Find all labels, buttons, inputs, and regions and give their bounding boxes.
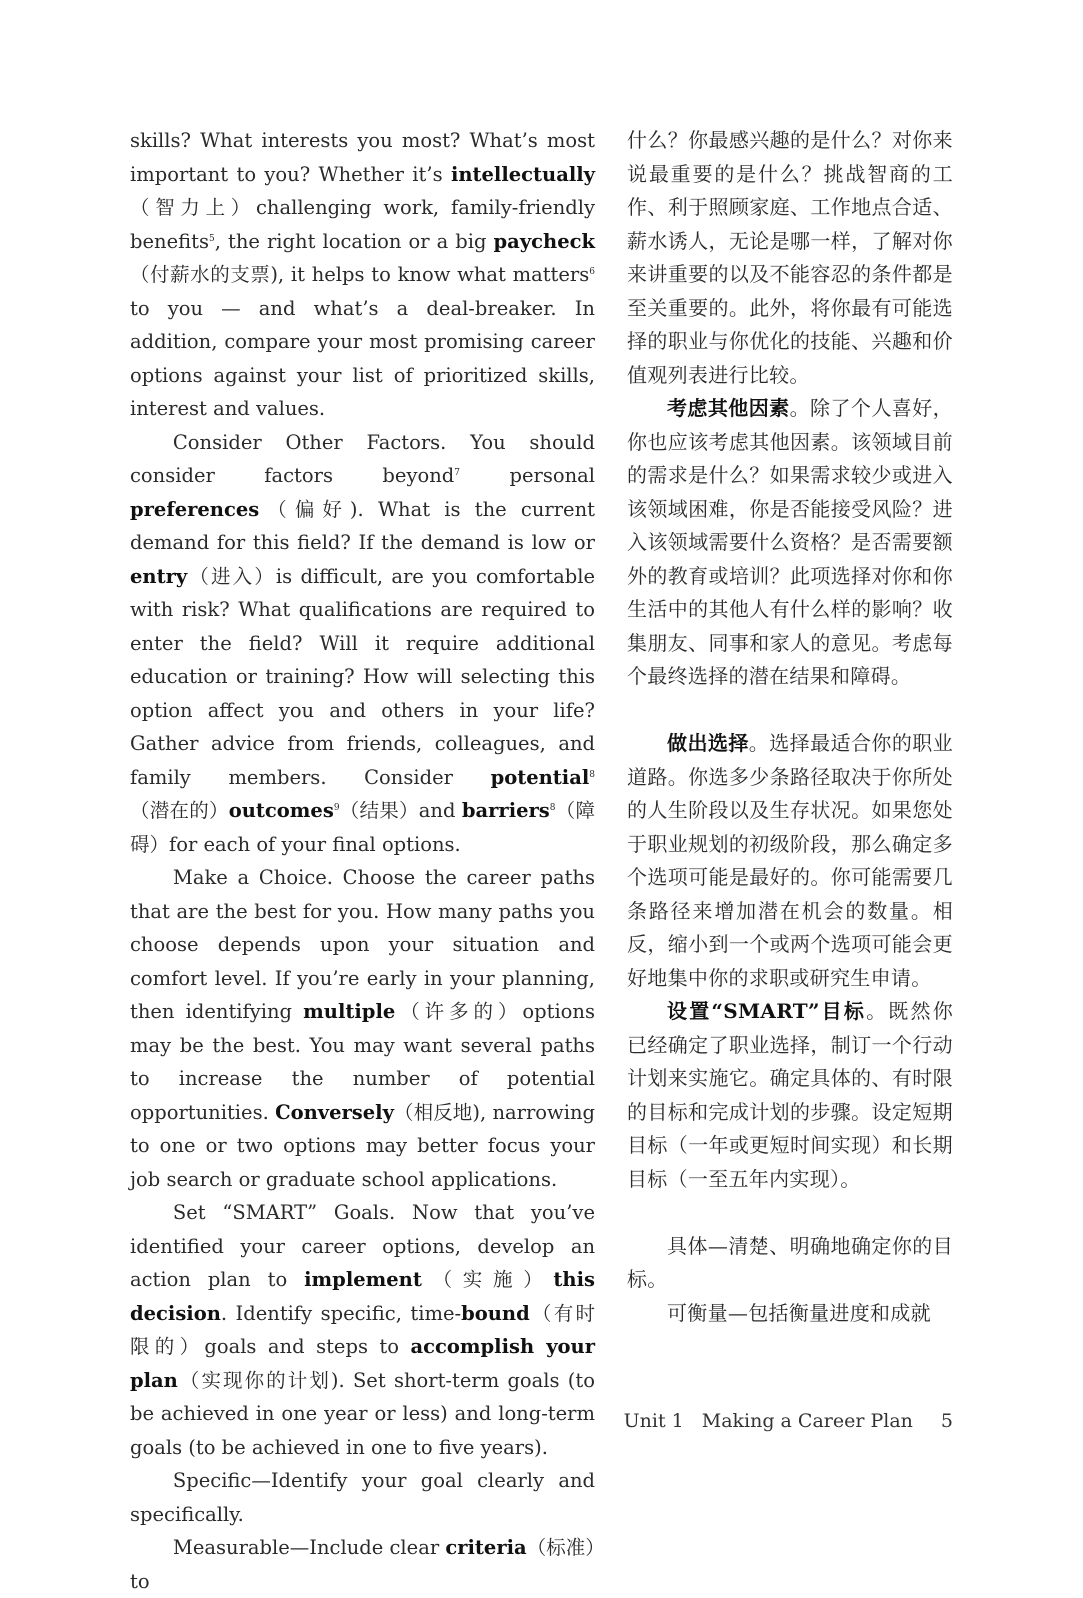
term-outcomes: outcomes [228, 799, 334, 822]
footnote-5: 5 [208, 233, 215, 244]
term-paycheck: paycheck [493, 229, 595, 253]
term-accomplish-your-plan: accomplish your plan [130, 1335, 595, 1392]
page-footer [606, 1410, 953, 1432]
zh-paragraph-2: 考虑其他因素。除了个人喜好，你也应该考虑其他因素。该领域目前的需求是什么？如果需求较少或进入该领域困难，你是否能接受风险？进入该领域需要什么资格？是否需要额外的教育或培训？此项选择对你和你生活中的其他人有什么样的影响？收集朋友、同事和家人的意见。考虑每个最终选择的潜在结果和障碍。 [627, 396, 953, 688]
footer-title: Making a Career Plan [701, 1410, 913, 1432]
term-bound: bound [461, 1301, 530, 1325]
en-paragraph-4: Set “SMART” Goals. Now that you’ve identified your career options, develop an action plan to implement（实施）this decision. Identify specific, time-bound（有时限的）goals and steps to accomplish your plan（实现你的计划). Set short-term goals (to be achieved in one year or less) and long-term goals (to be achieved in one to five years). [130, 1201, 595, 1459]
footnote-8b: 8 [549, 803, 556, 813]
en-paragraph-6: Measurable—Include clear criteria（标准）to [130, 1536, 595, 1593]
footnote-9: 9 [333, 803, 340, 813]
chinese-column [627, 124, 953, 1330]
paragraph-gap [627, 694, 953, 728]
footnote-7: 7 [454, 468, 460, 478]
footnote-8: 8 [589, 769, 595, 780]
footnote-6: 6 [589, 267, 595, 277]
zh-heading-factors: 考虑其他因素 [667, 396, 790, 420]
paragraph-gap [627, 1196, 953, 1230]
zh-paragraph-3: 做出选择。选择最适合你的职业道路。你选多少条路径取决于你所处的人生阶段以及生存状况。如果您处于职业规划的初级阶段，那么确定多个选项可能是最好的。你可能需要几条路径来增加潜在机会的数量。相反，缩小到一个或两个选项可能会更好地集中你的求职或研究生申请。 [627, 731, 954, 990]
term-conversely: Conversely [275, 1100, 394, 1124]
zh-paragraph-6: 可衡量—包括衡量进度和成就 [667, 1300, 931, 1325]
zh-heading-choice: 做出选择 [667, 731, 749, 755]
zh-heading-smart: 设置“SMART”目标 [667, 999, 867, 1023]
en-paragraph-5: Specific—Identify your goal clearly and specifically. [130, 1469, 595, 1526]
term-implement: implement [304, 1268, 422, 1291]
zh-paragraph-5: 具体—清楚、明确地确定你的目标。 [627, 1233, 953, 1291]
en-paragraph-1: skills? What interests you most? What’s most important to you? Whether it’s intellectually（智力上）challenging work, family-friendly benefits$^5$, the right location or a big paycheck（付薪水的支票), it helps to know what matters$^6$ to you — and what’s a deal-breaker. In addition, compare your most promising career options against your list of prioritized skills, interest and values. [130, 129, 595, 420]
en-paragraph-2: Consider Other Factors. You should consider factors beyond$^7$ personal preferences（偏好). What is the current demand for this field? If the demand is low or entry（进入）is difficult, are you comfortable with risk? What qualifications are required to enter the field? Will it require additional education or training? How will selecting this option affect you and others in your life? Gather advice from friends, colleagues, and family members. Consider potential$^8$（潜在的）outcomes$^9$（结果）and barriers$^8$（障碍）for each of your final options. [130, 430, 595, 856]
term-this-decision: this decision [130, 1268, 595, 1325]
term-barriers: barriers [461, 799, 550, 822]
footer-unit: Unit 1 [623, 1410, 684, 1432]
zh-paragraph-4: 设置“SMART”目标。既然你已经确定了职业选择，制订一个行动计划来实施它。确定具体的、有时限的目标和完成计划的步骤。设定短期目标（一年或更短时间实现）和长期目标（一至五年内实现）。 [627, 999, 954, 1191]
term-entry: entry [130, 564, 188, 588]
zh-paragraph-1: 什么？你最感兴趣的是什么？对你来说最重要的是什么？挑战智商的工作、利于照顾家庭、工作地点合适、薪水诱人，无论是哪一样，了解对你来讲重要的以及不能容忍的条件都是至关重要的。此外，将你最有可能选择的职业与你优化的技能、兴趣和价值观列表进行比较。 [627, 128, 953, 387]
term-multiple: multiple [303, 1000, 396, 1023]
page-number: 5 [940, 1410, 953, 1432]
term-potential: potential [490, 765, 590, 789]
en-paragraph-3: Make a Choice. Choose the career paths that are the best for you. How many paths you choose depends upon your situation and comfort level. If you’re early in your planning, then identifying multiple（许多的）options may be the best. You may want several paths to increase the number of potential opportunities. Conversely（相反地), narrowing to one or two options may better focus your job search or graduate school applications. [130, 866, 595, 1191]
term-preferences: preferences [130, 497, 260, 521]
english-column [130, 124, 595, 1598]
term-criteria: criteria [445, 1536, 527, 1559]
term-intellectually: intellectually [450, 162, 595, 186]
